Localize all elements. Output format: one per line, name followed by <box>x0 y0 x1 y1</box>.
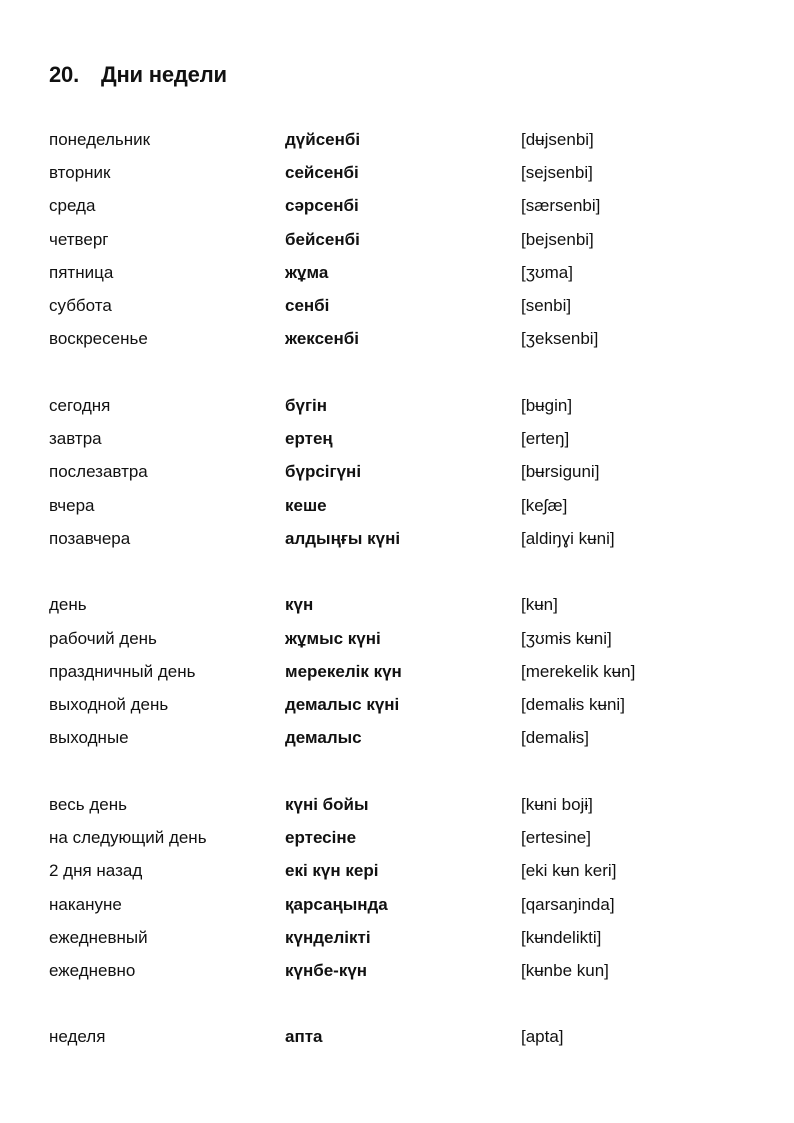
section-number: 20. <box>49 62 79 87</box>
vocabulary-row <box>49 921 749 954</box>
vocabulary-row <box>49 655 749 688</box>
russian-word: день <box>49 595 87 615</box>
kazakh-word: күн <box>285 595 314 615</box>
kazakh-word: қарсаңында <box>285 894 388 914</box>
russian-word: праздничный день <box>49 661 196 681</box>
russian-word: рабочий день <box>49 628 157 648</box>
kazakh-word: сейсенбі <box>285 162 359 182</box>
transcription: [ʒʊma] <box>521 262 573 282</box>
transcription: [eki kʉn keri] <box>521 861 617 881</box>
vocabulary-row <box>49 622 749 655</box>
vocabulary-list <box>49 123 749 1087</box>
russian-word: понедельник <box>49 129 151 149</box>
transcription: [bejsenbi] <box>521 229 594 249</box>
vocabulary-row <box>49 489 749 522</box>
vocabulary-row <box>49 522 749 555</box>
vocabulary-row <box>49 389 749 422</box>
page-title <box>49 62 227 88</box>
russian-word: выходной день <box>49 695 169 715</box>
kazakh-word: екі күн кері <box>285 861 379 881</box>
transcription: [særsenbi] <box>521 196 601 216</box>
vocabulary-row <box>49 855 749 888</box>
russian-word: позавчера <box>49 528 131 548</box>
russian-word: на следующий день <box>49 827 207 847</box>
vocabulary-row <box>49 456 749 489</box>
transcription: [bʉgin] <box>521 395 573 415</box>
kazakh-word: сәрсенбі <box>285 196 359 216</box>
vocabulary-row <box>49 323 749 356</box>
russian-word: вторник <box>49 162 111 182</box>
russian-word: воскресенье <box>49 329 148 349</box>
transcription: [kʉni bojɨ] <box>521 794 593 814</box>
vocabulary-group <box>49 389 749 555</box>
vocabulary-row <box>49 589 749 622</box>
kazakh-word: күнделікті <box>285 927 371 947</box>
vocabulary-row <box>49 223 749 256</box>
vocabulary-row <box>49 123 749 156</box>
transcription: [kʉndelikti] <box>521 927 602 947</box>
russian-word: пятница <box>49 262 114 282</box>
vocabulary-row <box>49 688 749 721</box>
transcription: [kʉn] <box>521 595 558 615</box>
russian-word: ежедневно <box>49 961 136 981</box>
vocabulary-group <box>49 589 749 755</box>
transcription: [apta] <box>521 1027 564 1047</box>
kazakh-word: жұма <box>285 262 329 282</box>
transcription: [ʒʊmɨs kʉni] <box>521 628 612 648</box>
russian-word: четверг <box>49 229 109 249</box>
vocabulary-row <box>49 190 749 223</box>
vocabulary-group <box>49 788 749 988</box>
vocabulary-row <box>49 821 749 854</box>
kazakh-word: жұмыс күні <box>285 628 381 648</box>
transcription: [demalɨs] <box>521 728 590 748</box>
transcription: [dʉjsenbi] <box>521 129 594 149</box>
vocabulary-row <box>49 256 749 289</box>
vocabulary-group <box>49 123 749 356</box>
russian-word: весь день <box>49 794 127 814</box>
vocabulary-row <box>49 955 749 988</box>
vocabulary-row <box>49 156 749 189</box>
kazakh-word: күнбе-күн <box>285 961 368 981</box>
kazakh-word: алдыңғы күні <box>285 528 401 548</box>
russian-word: завтра <box>49 429 102 449</box>
section-title: Дни недели <box>101 62 227 87</box>
vocabulary-row <box>49 788 749 821</box>
transcription: [erteŋ] <box>521 429 570 449</box>
vocabulary-row <box>49 722 749 755</box>
kazakh-word: ертең <box>285 429 333 449</box>
transcription: [aldiŋɣi kʉni] <box>521 528 615 548</box>
transcription: [keʃæ] <box>521 495 568 515</box>
kazakh-word: демалыс <box>285 728 362 748</box>
russian-word: сегодня <box>49 395 111 415</box>
transcription: [sejsenbi] <box>521 162 593 182</box>
transcription: [ertesine] <box>521 827 591 847</box>
transcription: [bʉrsiguni] <box>521 462 600 482</box>
kazakh-word: бүрсігүні <box>285 462 362 482</box>
kazakh-word: демалыс күні <box>285 695 400 715</box>
russian-word: суббота <box>49 296 112 316</box>
russian-word: 2 дня назад <box>49 861 143 881</box>
russian-word: послезавтра <box>49 462 148 482</box>
kazakh-word: күні бойы <box>285 794 369 814</box>
transcription: [kʉnbe kun] <box>521 961 609 981</box>
russian-word: среда <box>49 196 96 216</box>
transcription: [ʒeksenbi] <box>521 329 599 349</box>
kazakh-word: бейсенбі <box>285 229 360 249</box>
russian-word: ежедневный <box>49 927 148 947</box>
russian-word: накануне <box>49 894 122 914</box>
russian-word: выходные <box>49 728 129 748</box>
kazakh-word: мерекелік күн <box>285 661 402 681</box>
vocabulary-row <box>49 422 749 455</box>
russian-word: неделя <box>49 1027 106 1047</box>
vocabulary-group <box>49 1021 749 1054</box>
transcription: [demalɨs kʉni] <box>521 695 625 715</box>
transcription: [qarsaŋinda] <box>521 894 615 914</box>
kazakh-word: бүгін <box>285 395 328 415</box>
vocabulary-row <box>49 888 749 921</box>
kazakh-word: апта <box>285 1027 323 1047</box>
vocabulary-row <box>49 1021 749 1054</box>
transcription: [merekelik kʉn] <box>521 661 636 681</box>
russian-word: вчера <box>49 495 95 515</box>
kazakh-word: дүйсенбі <box>285 129 361 149</box>
kazakh-word: ертесіне <box>285 827 357 847</box>
kazakh-word: жексенбі <box>285 329 359 349</box>
kazakh-word: кеше <box>285 495 327 515</box>
kazakh-word: сенбі <box>285 296 330 316</box>
transcription: [senbi] <box>521 296 572 316</box>
vocabulary-row <box>49 289 749 322</box>
